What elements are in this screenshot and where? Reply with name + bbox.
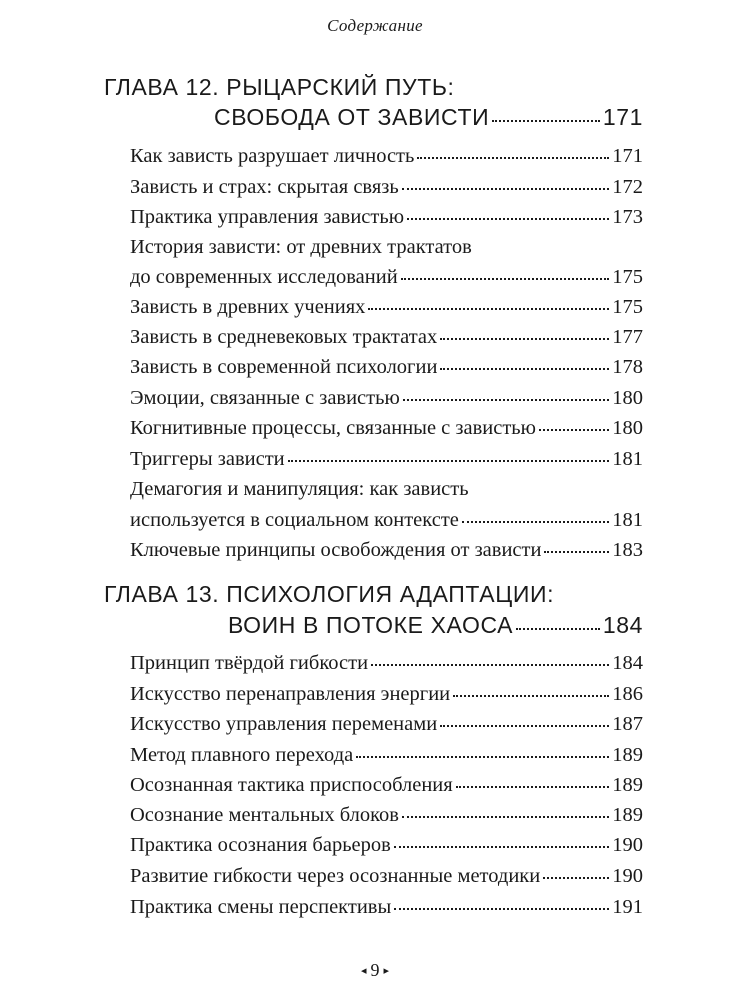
toc-entry-page: 171 [612,145,643,167]
toc-entry-page: 178 [612,356,643,378]
toc-entry-title: Когнитивные процессы, связанные с завистью [130,417,536,439]
toc-entry-page: 187 [612,713,643,735]
toc-entry-title: Ключевые принципы освобождения от зависти [130,539,542,561]
leader-dots [417,156,609,159]
toc-entry-page: 181 [612,509,643,531]
leader-dots [539,428,609,431]
toc-entry-title: используется в социальном контексте [130,509,459,531]
leader-dots [407,217,609,220]
page-number: 9 [370,960,380,980]
leader-dots [401,277,610,280]
chapter-12-title-line2: СВОБОДА ОТ ЗАВИСТИ [214,104,490,130]
toc-entry[interactable] [130,539,643,562]
toc-entry-page: 189 [612,804,643,826]
toc-entry[interactable] [130,683,643,706]
toc-entry-title: Практика смены перспективы [130,896,392,918]
leader-dots [402,187,610,190]
toc-entry[interactable] [130,387,643,410]
leader-dots [288,459,610,462]
toc-entry-page: 180 [612,417,643,439]
leader-dots [368,307,609,310]
leader-dots [440,367,609,370]
toc-entry-page: 189 [612,774,643,796]
toc-entry-title: Зависть и страх: скрытая связь [130,176,399,198]
toc-entry-title: Практика управления завистью [130,206,405,228]
toc-entry[interactable] [130,652,643,675]
toc-entry-title-line1[interactable]: История зависти: от древних трактатов [130,236,472,258]
chapter-12-page: 171 [602,104,643,130]
leader-dots [544,550,609,553]
toc-entry[interactable] [130,448,643,471]
toc-entry-page: 172 [612,176,643,198]
toc-entry-page: 175 [612,266,643,288]
chapter-13-page: 184 [602,612,643,638]
chapter-13-title-line2: ВОИН В ПОТОКЕ ХАОСА [228,612,514,638]
toc-entry-title: Триггеры зависти [130,448,285,470]
toc-entry-title: Искусство управления переменами [130,713,438,735]
toc-entry-page: 180 [612,387,643,409]
toc-entry-page: 184 [612,652,643,674]
chapter-12-entry[interactable] [214,104,643,131]
toc-entry[interactable] [130,865,643,888]
page-footer [0,960,750,981]
toc-entry-page: 190 [612,865,643,887]
toc-entry-title: Эмоции, связанные с завистью [130,387,400,409]
leader-dots [440,724,609,727]
toc-entry-title: Зависть в древних учениях [130,296,366,318]
toc-entry-title: Принцип твёрдой гибкости [130,652,369,674]
toc-entry[interactable] [130,145,643,168]
ornament-left-icon: ◂ [360,965,367,977]
leader-dots [371,663,609,666]
toc-entry-title-line1[interactable]: Демагогия и манипуляция: как зависть [130,478,469,500]
toc-entry-title: Осознанная тактика приспособления [130,774,453,796]
toc-entry[interactable] [130,176,643,199]
toc-entry[interactable] [130,834,643,857]
toc-entry[interactable] [130,356,643,379]
toc-entry-title: Практика осознания барьеров [130,834,391,856]
running-header: Содержание [327,16,423,35]
chapter-13-title-line1: ГЛАВА 13. ПСИХОЛОГИЯ АДАПТАЦИИ: [104,581,555,607]
leader-dots [492,119,600,122]
toc-entry[interactable] [130,206,643,229]
leader-dots [462,520,609,523]
toc-entry-title: Искусство перенаправления энергии [130,683,451,705]
toc-entry[interactable] [130,417,643,440]
toc-entry[interactable] [130,744,643,767]
leader-dots [516,627,600,630]
toc-entry-page: 186 [612,683,643,705]
toc-entry-title: Осознание ментальных блоков [130,804,399,826]
leader-dots [456,785,610,788]
toc-entry-title: Метод плавного перехода [130,744,354,766]
leader-dots [440,337,609,340]
leader-dots [394,845,609,848]
chapter-12-title-line1: ГЛАВА 12. РЫЦАРСКИЙ ПУТЬ: [104,74,455,100]
toc-entry[interactable] [130,296,643,319]
toc-entry[interactable] [130,774,643,797]
chapter-13-entry[interactable] [228,612,643,639]
toc-entry-page: 190 [612,834,643,856]
toc-entry-title: Зависть в современной психологии [130,356,438,378]
toc-entry-page: 181 [612,448,643,470]
toc-entry-page: 183 [612,539,643,561]
toc-entry[interactable] [130,896,643,919]
leader-dots [403,398,609,401]
toc-entry-page: 173 [612,206,643,228]
leader-dots [402,815,609,818]
toc-entry-title: Зависть в средневековых трактатах [130,326,438,348]
toc-entry-page: 175 [612,296,643,318]
toc-entry[interactable] [130,804,643,827]
toc-entry[interactable] [130,326,643,349]
toc-entry[interactable] [130,266,643,289]
toc-entry-page: 191 [612,896,643,918]
toc-entry-page: 177 [612,326,643,348]
toc-entry-page: 189 [612,744,643,766]
ornament-right-icon: ▸ [383,965,390,977]
toc-entry-title: Как зависть разрушает личность [130,145,415,167]
leader-dots [356,755,609,758]
toc-entry[interactable] [130,713,643,736]
toc-entry-title: до современных исследований [130,266,398,288]
toc-entry[interactable] [130,509,643,532]
leader-dots [543,876,609,879]
leader-dots [453,694,609,697]
leader-dots [394,907,609,910]
toc-entry-title: Развитие гибкости через осознанные методики [130,865,541,887]
